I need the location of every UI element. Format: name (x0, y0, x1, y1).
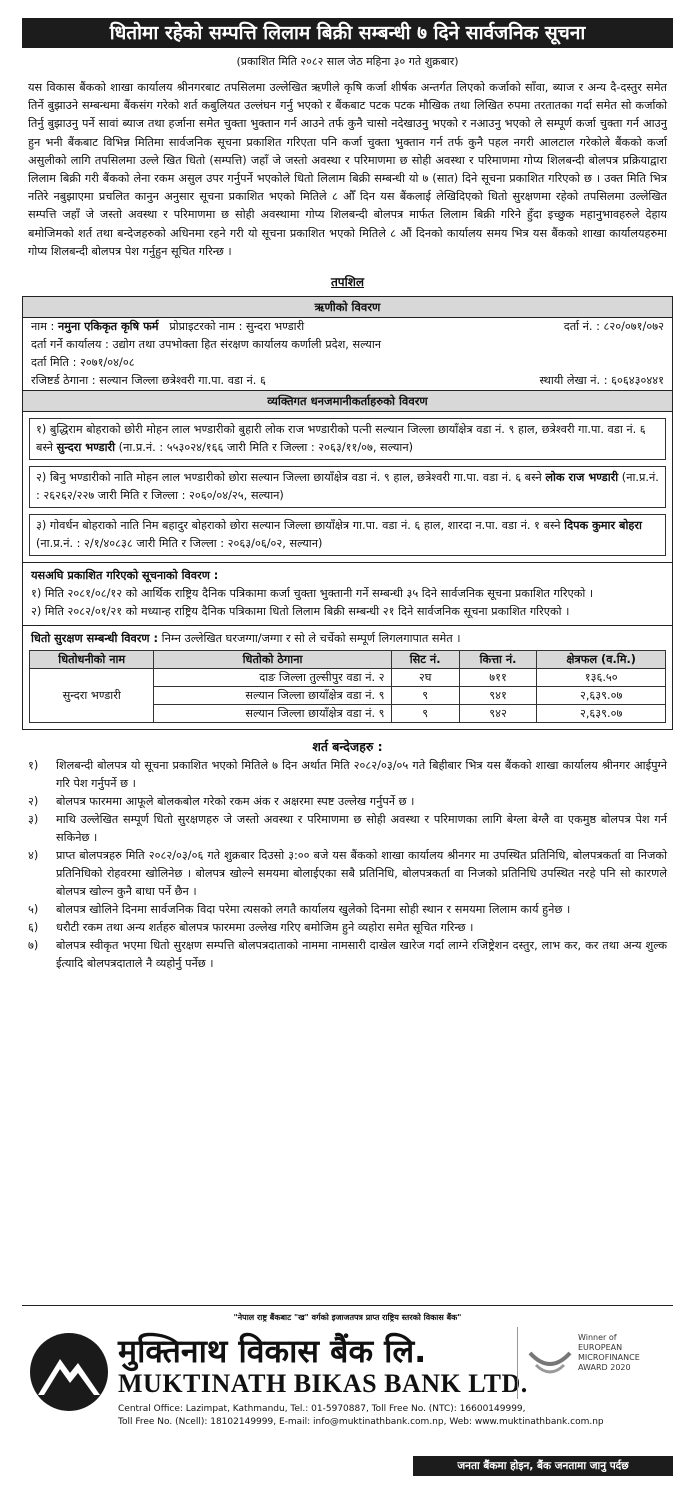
registration-office: दर्ता गर्ने कार्यालय : उद्योग तथा उपभोक्ता हित संरक्षण कार्यालय कर्णाली प्रदेश, सल्यान (31, 338, 382, 352)
term-item: ४) प्राप्त बोलपत्रहरु मिति २०८२/०३/०६ गते शुक्रबार दिउसो ३:०० बजे यस बैंकको शाखा कार्यालय श्रीनगर मा उपस्थित प्रतिनिधि, बोलपत्रकर्ता वा निजको प्रतिनिधिको रोहवरमा खोलिनेछ । बोलपत्र खोल्ने समयमा बोलाईएका सबै प्रतिनिधि, बोलपत्रकर्ता वा निजको प्रतिनिधि उपस्थित नरहे पनि सो कारणले बोलपत्र खोल्न कुनै बाधा पर्ने छैन । (28, 849, 667, 899)
registered-address-row (23, 372, 672, 390)
brand-block (22, 1323, 673, 1435)
terms-heading: शर्त बन्देजहरु : (312, 739, 383, 755)
registration-number: दर्ता नं. : ८२०/०७१/०७२ (563, 320, 664, 334)
published-date: (प्रकाशित मिति २०८२ साल जेठ महिना ३० गते शुक्रबार) (236, 55, 459, 68)
collateral-heading: धितो सुरक्षण सम्बन्धी विवरण : (31, 632, 159, 646)
term-item: १) शिलबन्दी बोलपत्र यो सूचना प्रकाशित भएको मितिले ७ दिन अर्थात मिति २०८२/०३/०५ गते बिहीबार भित्र यस बैंकको शाखा कार्यालय श्रीनगर आईपुग्ने गरि पेश गर्नुपर्ने छ । (28, 759, 667, 791)
column-header: सिट नं. (391, 651, 459, 669)
term-item: ७) बोलपत्र स्वीकृत भएमा धितो सुरक्षण सम्पत्ति बोलपत्रदाताको नाममा नामसारी दाखेल खारेज गर्दा लाग्ने रजिष्ट्रेशन दस्तुर, लाभ कर, कर तथा अन्य शुल्क ईत्यादि बोलपत्रदाताले नै व्यहोर्नु पर्नेछ । (28, 939, 667, 971)
owner-name: सुन्दरा भण्डारी (30, 669, 154, 723)
term-item: ६) धरौटी रकम तथा अन्य शर्तहरु बोलपत्र फारममा उल्लेख गरिए बमोजिम हुने व्यहोरा समेत सूचित गरिन्छ । (28, 921, 474, 935)
proprietor: प्रोप्राइटरको नाम : सुन्दरा भण्डारी (169, 320, 305, 334)
guarantor-entry: ३) गोवर्धन बोहराको नाति निम बहादुर बोहराको छोरा सल्यान जिल्ला छायाँक्षेत्र गा.पा. वडा नं. ६ हाल, शारदा न.पा. वडा नं. १ बस्ने दिपक कुमार बोहरा (ना.प्र.नं. : २/१/४०८३८ जारी मिति र जिल्ला : २०६३/०६/०२, सल्यान) (29, 514, 666, 556)
previous-notice-item: १) मिति २०८१/०८/१२ को आर्थिक राष्ट्रिय दैनिक पत्रिकामा कर्जा चुक्ता भुक्तानी गर्ने सम्बन्धी ३५ दिने सार्वजनिक सूचना प्रकाशित गरिएको । (31, 587, 594, 601)
collateral-table (29, 650, 666, 723)
column-header: कित्ता नं. (459, 651, 537, 669)
guarantor-name: लोक राज भण्डारी (545, 471, 619, 485)
previous-notices-heading: यसअघि प्रकाशित गरिएको सूचनाको विवरण : (31, 569, 219, 583)
term-item: ५) बोलपत्र खोलिने दिनमा सार्वजनिक विदा परेमा त्यसको लगतै कार्यालय खुलेको दिनमा सोही स्थान र समयमा लिलाम कार्य हुनेछ । (28, 903, 571, 917)
registered-address: रजिष्टर्ड ठेगाना : सल्यान जिल्ला छत्रेश्वरी गा.पा. वडा नं. ६ (31, 374, 266, 388)
table-row: सल्यान जिल्ला छायाँक्षेत्र वडा नं. ९ ९ ९४२ २,६३९.०७ (30, 705, 666, 723)
previous-notice-item: २) मिति २०८२/०१/२१ को मध्यान्ह राष्ट्रिय दैनिक पत्रिकामा धितो लिलाम बिक्री सम्बन्धी २१ दिने सार्वजनिक सूचना प्रकाशित गरिएको । (31, 605, 570, 619)
guarantor-entry: २) बिनु भण्डारीको नाति मोहन लाल भण्डारीको छोरा सल्यान जिल्ला छायाँक्षेत्र वडा नं. ९ हाल, छत्रेश्वरी गा.पा. वडा नं. ६ बस्ने लोक राज भण्डारी (ना.प्र.नं. : २६२६२/२२७ जारी मिति र जिल्ला : २०६०/०४/२५, सल्यान) (29, 466, 666, 508)
guarantors-heading: व्यक्तिगत धनजमानीकर्ताहरुको विवरण (23, 390, 672, 412)
notice-page (0, 18, 695, 1506)
borrower-name-label: नाम : (31, 320, 55, 334)
guarantor-name: सुन्दरा भण्डारी (56, 441, 116, 455)
award-text: Winner of EUROPEAN MICROFINANCE AWARD 2020 (578, 1333, 640, 1372)
previous-notices (23, 562, 672, 625)
award-icon (526, 1345, 574, 1385)
bank-slogan: जनता बैंकमा होइन, बैंक जनतामा जानु पर्दछ (413, 1456, 673, 1476)
guarantor-name: दिपक कुमार बोहरा (564, 519, 642, 533)
column-header: धितोधनीको नाम (30, 651, 154, 669)
intro-paragraph: यस विकास बैंकको शाखा कार्यालय श्रीनगरबाट तपसिलमा उल्लेखित ऋणीले कृषि कर्जा शीर्षक अन्तर्गत लिएको कर्जाको साँवा, ब्याज र अन्य दै-दस्तुर समेत तिर्ने बुझाउने सम्बन्धमा बैंकसंग गरेको शर्त कबुलियत उल्लंघन गर्नु भएको र बैंकबाट पटक पटक मौखिक तथा लिखित रुपमा तरतातका गर्दा समेत सो कर्जाको तिर्नु बुझाउनु पर्ने सावां ब्याज तथा हर्जाना समेत चुक्ता भुक्तान गर्न आउने तर्फ कुनै चासो नदेखाउनु भएको र नआउनु भएको ले सम्पूर्ण कर्जा चुक्ता गर्न आउनु हुन भनी बैंकबाट विभिन्न मितिमा सार्वजनिक सूचना प्रकाशित गरिएता पनि कर्जा चुक्ता भुक्तान गर्न तर्फ कुनै पहल नगरी आलटाल गरेकोले बैंकको कर्जा असुलीको लागि तपसिलमा उल्ले खित धितो (सम्पत्ति) जहाँ जे जस्तो अवस्था र परिमाणमा छ सोही अवस्था र परिमाणमा गोप्य शिलबन्दी बोलपत्र प्रक्रियाद्वारा लिलाम बिक्री गरी बैंकको लेना रकम असुल उपर गर्नुपर्ने भएकोले धितो लिलाम बिक्री सम्बन्धी यो ७ (सात) दिने सूचना प्रकाशित गरिएको छ । उक्त मिति भित्र नतिरे नबुझाएमा प्रचलित कानुन अनुसार सूचना प्रकाशित भएको मितिले ८ औँ दिन यस बैंकलाई लेखिदिएको धितो सुरक्षणमा रहेको तपसिलमा उल्लेखित सम्पत्ति जहाँ जे जस्तो अवस्था र परिमाणमा छ सोही अवस्थामा गोप्य शिलबन्दी बोलपत्र मार्फत लिलाम बिक्री गरिने हुँदा इच्छुक महानुभावहरुले देहाय बमोजिमको शर्त तथा बन्देजहरुको अधिनमा रहने गरी यो सूचना प्रकाशित भएको मितिले ८ औं दिनको कार्यालय समय भित्र यस बैंकको शाखा कार्यालयहरुमा गोप्य शिलबन्दी बोलपत्र पेश गर्नुहुन सूचित गरिन्छ । (28, 81, 667, 258)
mountain-logo-icon (30, 1333, 108, 1411)
notice-title: धितोमा रहेको सम्पत्ति लिलाम बिक्री सम्बन्धी ७ दिने सार्वजनिक सूचना (22, 18, 673, 48)
bank-footer (22, 1305, 673, 1435)
collateral-note: निम्न उल्लेखित घरजग्गा/जग्गा र सो ले चर्चेको सम्पूर्ण लिगलगापात समेत । (158, 632, 461, 646)
contact-info: Central Office: Lazimpat, Kathmandu, Tel.: 01-5970887, Toll Free No. (NTC): 16600149999, Toll Free No. (Ncell): 18102149999, E-mail: info@muktinathbank.com.np, Web: www.muktinathbank.com.np (118, 1404, 604, 1427)
bank-name-nepali: मुक्तिनाथ विकास बैंक लि. (118, 1332, 427, 1370)
column-header: क्षेत्रफल (व.मि.) (537, 651, 666, 669)
bank-name-english: MUKTINATH BIKAS BANK LTD. (118, 1369, 528, 1398)
term-item: २) बोलपत्र फारममा आफूले बोलकबोल गरेको रकम अंक र अक्षरमा स्पष्ट उल्लेख गर्नुपर्ने छ । (28, 795, 415, 809)
details-box (22, 296, 673, 730)
borrower-name-row (23, 318, 672, 336)
award-badge (517, 1327, 678, 1399)
collateral-heading-row (23, 625, 672, 650)
borrower-name: नमुना एकिकृत कृषि फर्म (57, 320, 159, 334)
license-tagline: "नेपाल राष्ट्र बैंकबाट "ख" वर्गको इजाजतपत्र प्राप्त राष्ट्रिय स्तरको विकास बैंक" (233, 1313, 462, 1322)
column-header: धितोको ठेगाना (154, 651, 391, 669)
term-item: ३) माथि उल्लेखित सम्पूर्ण धितो सुरक्षणहरु जे जस्तो अवस्था र परिमाणमा छ सोही अवस्था र परिमाणका लागि बेग्ला बेग्लै वा एकमुष्ठ बोलपत्र पेश गर्न सकिनेछ । (28, 813, 667, 845)
terms-list (28, 757, 667, 973)
borrower-heading: ऋणीको विवरण (23, 297, 672, 318)
pan-number: स्थायी लेखा नं. : ६०६४३०४४१ (539, 374, 664, 388)
registration-date: दर्ता मिति : २०७१/०४/०८ (31, 356, 135, 370)
guarantor-entry: १) बुद्धिराम बोहराको छोरी मोहन लाल भण्डारीको बुहारी लोक राज भण्डारीको पत्नी सल्यान जिल्ला छायाँक्षेत्र वडा नं. ९ हाल, छत्रेश्वरी गा.पा. वडा नं. ६ बस्ने सुन्दरा भण्डारी (ना.प्र.नं. : ५५३०२४/१६६ जारी मिति र जिल्ला : २०६३/११/०७, सल्यान) (29, 418, 666, 460)
schedule-heading: तपशिल (330, 275, 365, 290)
table-row: सुन्दरा भण्डारी दाङ जिल्ला तुल्सीपुर वडा नं. २ २घ ७११ १३६.५० (30, 669, 666, 687)
table-row: सल्यान जिल्ला छायाँक्षेत्र वडा नं. ९ ९ ९४१ २,६३९.०७ (30, 687, 666, 705)
